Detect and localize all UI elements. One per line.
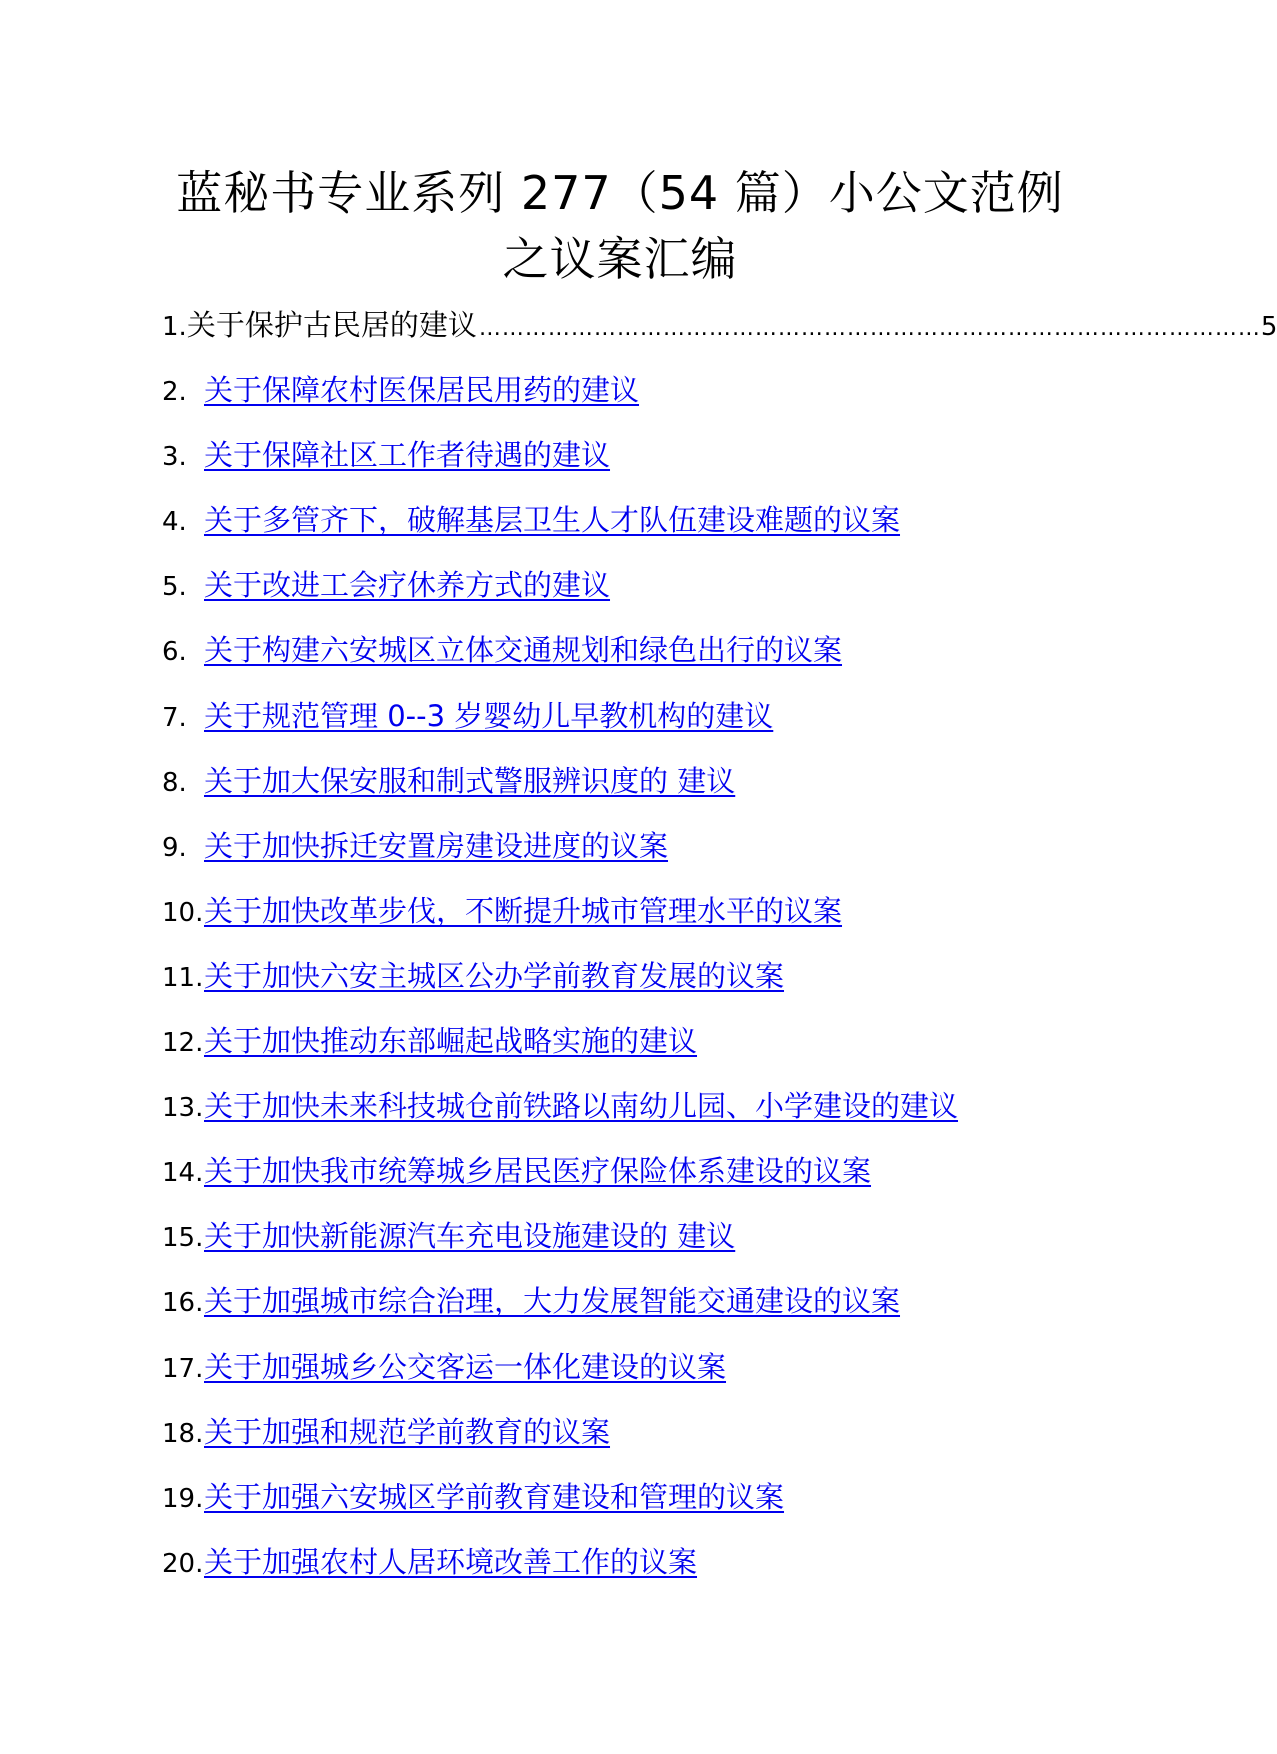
toc-number: 10. (162, 897, 204, 928)
toc-number: 20. (162, 1548, 204, 1579)
toc-item-7 (162, 694, 1092, 759)
toc-number: 11. (162, 962, 204, 993)
toc-number: 8. (162, 767, 187, 798)
toc-number: 2. (162, 377, 187, 408)
toc-link[interactable]: 关于加快新能源汽车充电设施建设的 建议 (204, 1219, 736, 1254)
toc-item-15 (162, 1214, 1092, 1279)
toc-number: 15. (162, 1223, 204, 1254)
toc-link[interactable]: 关于加快推动东部崛起战略实施的建议 (204, 1024, 698, 1059)
toc-page-number: 5 (1260, 312, 1277, 342)
toc-link[interactable]: 关于保障社区工作者待遇的建议 (204, 438, 611, 473)
toc-item-10 (162, 889, 1092, 954)
toc-number: 13. (162, 1093, 204, 1124)
dot-leader: ………………………………………………………………………………………… (478, 316, 1261, 341)
toc-item-16 (162, 1279, 1092, 1344)
toc-link[interactable]: 关于加大保安服和制式警服辨识度的 建议 (204, 763, 736, 798)
toc-number: 12. (162, 1028, 204, 1059)
title-line-2: 之议案汇编 (502, 232, 738, 286)
toc-item-8 (162, 759, 1092, 824)
toc-item-5 (162, 563, 1092, 628)
toc-item-11 (162, 954, 1092, 1019)
toc-number: 19. (162, 1483, 204, 1514)
toc-item-6 (162, 628, 1092, 693)
toc-link[interactable]: 关于加强城乡公交客运一体化建设的议案 (204, 1349, 727, 1384)
toc-item-3 (162, 433, 1092, 498)
toc-number: 9. (162, 832, 187, 863)
toc-number: 5. (162, 572, 187, 603)
toc-link[interactable]: 关于规范管理 0--3 岁婴幼儿早教机构的建议 (204, 698, 774, 733)
toc-number: 4. (162, 507, 187, 538)
toc-item-13 (162, 1084, 1092, 1149)
document-title (120, 160, 1120, 292)
toc-link[interactable]: 关于构建六安城区立体交通规划和绿色出行的议案 (204, 633, 843, 668)
toc-link[interactable]: 关于加快拆迁安置房建设进度的议案 (204, 828, 669, 863)
toc-item-14 (162, 1149, 1092, 1214)
toc-number: 18. (162, 1418, 204, 1449)
toc-item-9 (162, 824, 1092, 889)
toc-link[interactable]: 关于加强农村人居环境改善工作的议案 (204, 1544, 698, 1579)
title-line-1: 蓝秘书专业系列 277（54 篇）小公文范例 (176, 166, 1064, 220)
toc-number: 17. (162, 1353, 204, 1384)
toc-link[interactable]: 关于加强城市综合治理，大力发展智能交通建设的议案 (204, 1284, 901, 1319)
toc-item-2 (162, 368, 1092, 433)
toc-number: 1. (162, 312, 187, 342)
toc-number: 14. (162, 1158, 204, 1189)
toc-link[interactable]: 关于保障农村医保居民用药的建议 (204, 373, 640, 408)
toc-item-12 (162, 1019, 1092, 1084)
toc-number: 3. (162, 442, 187, 473)
toc-link[interactable]: 关于加快未来科技城仓前铁路以南幼儿园、小学建设的建议 (204, 1089, 959, 1124)
toc-item-20 (162, 1540, 1092, 1605)
toc-link[interactable]: 关于加快改革步伐，不断提升城市管理水平的议案 (204, 893, 843, 928)
toc-entry-text[interactable]: 关于保护古民居的建议 (186, 308, 477, 342)
toc-link[interactable]: 关于加快我市统筹城乡居民医疗保险体系建设的议案 (204, 1154, 872, 1189)
toc-number: 7. (162, 702, 187, 733)
table-of-contents (162, 303, 1277, 1605)
toc-item-19 (162, 1475, 1092, 1540)
toc-item-1 (162, 303, 1277, 368)
toc-item-4 (162, 498, 1092, 563)
toc-link[interactable]: 关于加快六安主城区公办学前教育发展的议案 (204, 958, 785, 993)
toc-number: 16. (162, 1288, 204, 1319)
toc-number: 6. (162, 637, 187, 668)
toc-link[interactable]: 关于改进工会疗休养方式的建议 (204, 568, 611, 603)
toc-link[interactable]: 关于加强和规范学前教育的议案 (204, 1414, 611, 1449)
toc-link[interactable]: 关于多管齐下，破解基层卫生人才队伍建设难题的议案 (204, 503, 901, 538)
toc-item-18 (162, 1410, 1092, 1475)
toc-item-17 (162, 1345, 1092, 1410)
toc-link[interactable]: 关于加强六安城区学前教育建设和管理的议案 (204, 1479, 785, 1514)
